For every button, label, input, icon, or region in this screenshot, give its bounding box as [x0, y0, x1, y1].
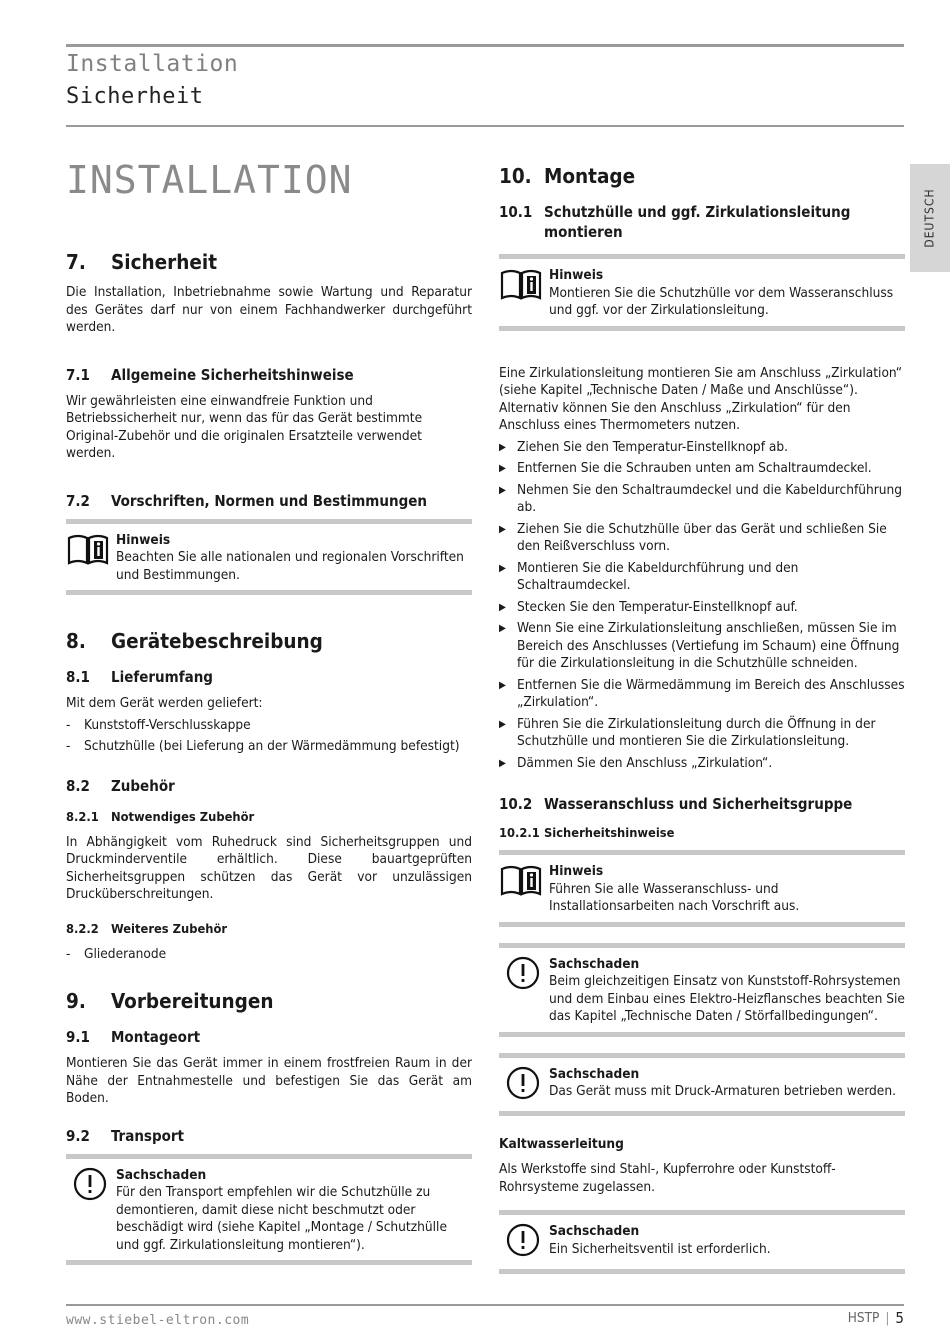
- heading-9-1: 9.1 Montageort: [66, 1028, 201, 1046]
- heading-10-2: 10.2 Wasseranschluss und Sicherheitsgruppe: [499, 795, 853, 813]
- notice-text: Beim gleichzeitigen Einsatz von Kunststoff-Rohrsystemen und dem Einbau eines Elektro-Heizflansches beachten Sie das Kapitel „Technische Daten / Störfallbedingungen“.: [549, 973, 905, 1024]
- notice-sachschaden: [66, 1154, 472, 1266]
- heading-kaltwasserleitung: Kaltwasserleitung: [499, 1136, 624, 1152]
- notice-hinweis: [66, 519, 472, 596]
- notice-sachschaden: [499, 1210, 905, 1274]
- list-item: ▶ Ziehen Sie die Schutzhülle über das Gerät und schließen Sie den Reißverschluss vorn.: [499, 521, 905, 556]
- heading-7-2: 7.2 Vorschriften, Normen und Bestimmungen: [66, 491, 428, 510]
- list-item: ▶ Stecken Sie den Temperatur-Einstellknopf auf.: [499, 599, 905, 617]
- header-rule-top: [66, 44, 904, 47]
- list-item: ▶ Entfernen Sie die Wärmedämmung im Bereich des Anschlusses „Zirkulation“.: [499, 677, 905, 712]
- notice-title: Sachschaden: [549, 955, 640, 972]
- notice-text: Montieren Sie die Schutzhülle vor dem Wasseranschluss und ggf. vor der Zirkulationsleitung.: [549, 284, 894, 318]
- heading-9-2: 9.2 Transport: [66, 1126, 185, 1145]
- header-rule-bottom: [66, 125, 904, 127]
- list-item: ▶ Führen Sie die Zirkulationsleitung durch die Öffnung in der Schutzhülle und montieren Sie die Zirkulationsleitung.: [499, 716, 905, 751]
- list-item: - Kunststoff-Verschlusskappe: [66, 717, 472, 735]
- footer-product: HSTP: [847, 1310, 880, 1326]
- notice-title: Hinweis: [549, 267, 604, 283]
- scope-of-delivery-list: [66, 717, 472, 756]
- chapter-title: INSTALLATION: [66, 158, 353, 202]
- notice-hinweis: [499, 254, 905, 331]
- notice-text: Beachten Sie alle nationalen und regionalen Vorschriften und Bestimmungen.: [116, 549, 464, 583]
- footer-separator: |: [885, 1310, 890, 1326]
- footer-rule: [66, 1304, 904, 1306]
- header-section: Installation: [66, 51, 239, 77]
- warning-exclamation-icon: [66, 1167, 116, 1255]
- assembly-steps: [499, 439, 905, 773]
- paragraph-8-1: Mit dem Gerät werden geliefert:: [66, 695, 263, 711]
- notice-title: Sachschaden: [549, 1223, 640, 1239]
- notice-text: Das Gerät muss mit Druck-Armaturen betrieben werden.: [549, 1083, 896, 1099]
- list-item: ▶ Montieren Sie die Kabeldurchführung und den Schaltraumdeckel.: [499, 560, 905, 595]
- heading-7-1: 7.1 Allgemeine Sicherheitshinweise: [66, 365, 354, 384]
- left-column: [66, 150, 472, 1281]
- notice-text: Führen Sie alle Wasseranschluss- und Installationsarbeiten nach Vorschrift aus.: [549, 880, 800, 914]
- accessory-list: [66, 946, 472, 964]
- paragraph-10-1: Eine Zirkulationsleitung montieren Sie am Anschluss „Zirkulation“ (siehe Kapitel „Technische Daten / Maße und Anschlüsse“). Alternativ können Sie den Anschluss „Zirkulation“ für den Anschluss eines Thermometers nutzen.: [499, 364, 903, 433]
- notice-hinweis: [499, 850, 905, 927]
- notice-sachschaden: [499, 1053, 905, 1117]
- paragraph-9-1: Montieren Sie das Gerät immer in einem frostfreien Raum in der Nähe der Entnahmestelle und befestigen Sie das Gerät am Boden.: [66, 1055, 472, 1106]
- paragraph-7: Die Installation, Inbetriebnahme sowie Wartung und Reparatur des Gerätes darf nur von einem Fachhandwerker durchgeführt werden.: [66, 284, 472, 335]
- notice-title: Sachschaden: [116, 1166, 207, 1183]
- notice-title: Hinweis: [116, 531, 171, 548]
- notice-text: Ein Sicherheitsventil ist erforderlich.: [549, 1240, 771, 1257]
- language-tab-label: DEUTSCH: [922, 188, 937, 248]
- list-item: ▶ Nehmen Sie den Schaltraumdeckel und die Kabeldurchführung ab.: [499, 482, 905, 517]
- notice-title: Sachschaden: [549, 1065, 640, 1082]
- notice-title: Hinweis: [549, 863, 604, 879]
- list-item: ▶ Entfernen Sie die Schrauben unten am Schaltraumdeckel.: [499, 460, 905, 478]
- book-info-icon: [499, 863, 549, 916]
- book-info-icon: [66, 532, 116, 585]
- list-item: - Gliederanode: [66, 946, 472, 964]
- book-info-icon: [499, 267, 549, 320]
- page-number: 5: [895, 1309, 904, 1327]
- header-subsection: Sicherheit: [66, 84, 204, 109]
- paragraph-8-2-1: In Abhängigkeit vom Ruhedruck sind Sicherheitsgruppen und Druckminderventile erhältlich. Diese bauartgeprüften Sicherheitsgruppen schützen das Gerät vor unzulässigen Drucküberschreitungen.: [66, 833, 472, 902]
- heading-9: 9. Vorbereitungen: [66, 989, 274, 1013]
- heading-8-2-1: 8.2.1 Notwendiges Zubehör: [66, 809, 255, 825]
- heading-8-2: 8.2 Zubehör: [66, 776, 175, 795]
- language-tab: [910, 164, 950, 272]
- heading-7: 7. Sicherheit: [66, 250, 218, 274]
- heading-8: 8. Gerätebeschreibung: [66, 629, 323, 653]
- notice-sachschaden: [499, 943, 905, 1037]
- warning-exclamation-icon: [499, 1066, 549, 1106]
- paragraph-7-1: Wir gewährleisten eine einwandfreie Funktion und Betriebssicherheit nur, wenn das für das Gerät bestimmte Original-Zubehör und die originalen Ersatzteile verwendet werden.: [66, 392, 423, 461]
- list-item: ▶ Dämmen Sie den Anschluss „Zirkulation“.: [499, 755, 905, 773]
- footer-page-info: [848, 1310, 904, 1328]
- heading-10-2-1: 10.2.1 Sicherheitshinweise: [499, 826, 675, 841]
- footer-url[interactable]: www.stiebel-eltron.com: [66, 1313, 250, 1328]
- heading-10-1: 10.1 Schutzhülle und ggf. Zirkulationsleitung montieren: [499, 203, 851, 241]
- warning-exclamation-icon: [499, 1223, 549, 1263]
- warning-exclamation-icon: [499, 956, 549, 1026]
- right-column: [499, 150, 905, 1290]
- list-item: - Schutzhülle (bei Lieferung an der Wärmedämmung befestigt): [66, 738, 472, 756]
- heading-8-1: 8.1 Lieferumfang: [66, 668, 213, 686]
- list-item: ▶ Ziehen Sie den Temperatur-Einstellknopf ab.: [499, 439, 905, 457]
- list-item: ▶ Wenn Sie eine Zirkulationsleitung anschließen, müssen Sie im Bereich des Anschlusses (Vertiefung im Schaum) eine Öffnung für die Zirkulationsleitung in die Schutzhülle schneiden.: [499, 620, 905, 673]
- heading-8-2-2: 8.2.2 Weiteres Zubehör: [66, 921, 228, 937]
- notice-text: Für den Transport empfehlen wir die Schutzhülle zu demontieren, damit diese nicht beschmutzt oder beschädigt wird (siehe Kapitel „Montage / Schutzhülle und ggf. Zirkulationsleitung montieren“).: [116, 1184, 447, 1253]
- heading-10: 10. Montage: [499, 164, 636, 188]
- paragraph-kaltwasserleitung: Als Werkstoffe sind Stahl-, Kupferrohre oder Kunststoff-Rohrsysteme zugelassen.: [499, 1161, 836, 1195]
